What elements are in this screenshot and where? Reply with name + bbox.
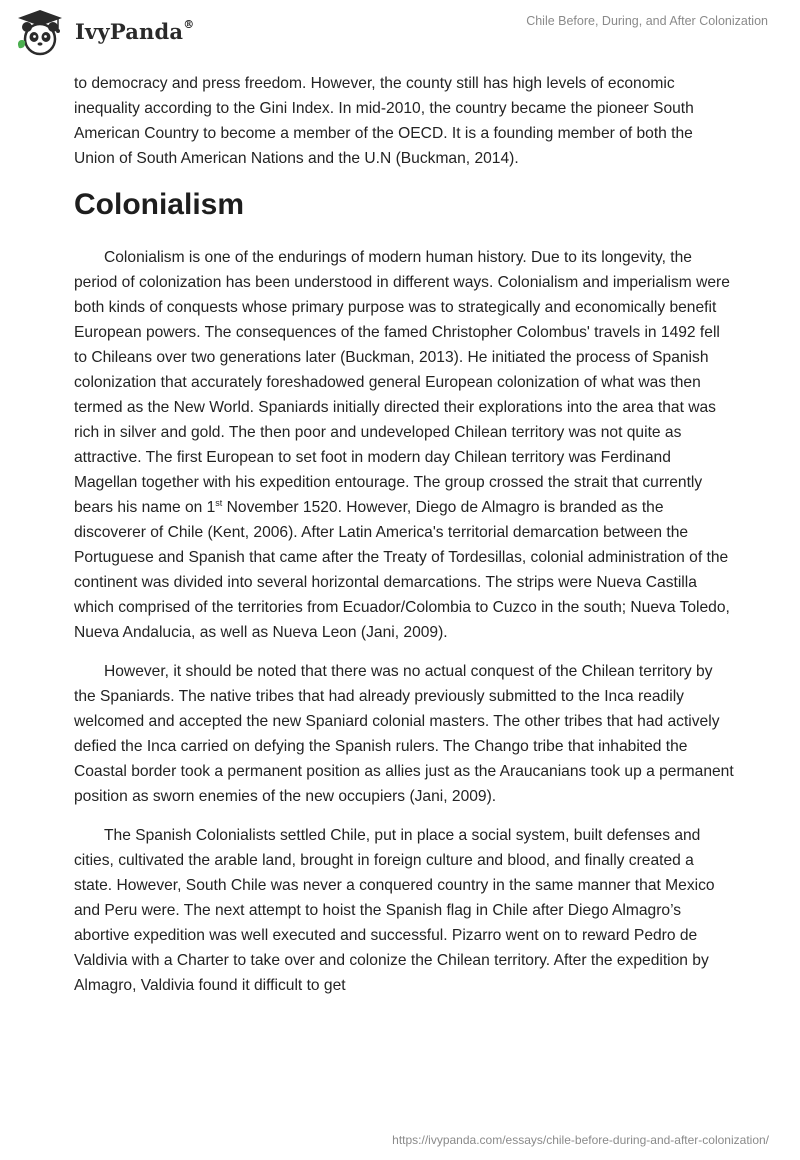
paragraph-colonialism-3: The Spanish Colonialists settled Chile, put in place a social system, built defenses and cities, cultivated the arable land, brought in foreign culture and blood, and finally created a state. However, South Chile was never a conquered country in the same manner that Mexico and Peru were. The next attempt to hoist the Spanish flag in Chile after Diego Almagro’s abortive expedition was well executed and successful. Pizarro went on to reward Pedro de Valdivia with a Charter to take over and colonize the Chilean territory. After the expedition by Almagro, Valdivia found it difficult to get: [74, 827, 715, 994]
paragraph-colonialism-2: However, it should be noted that there was no actual conquest of the Chilean territory by the Spaniards. The native tribes that had already previously submitted to the Inca readily welcomed and accepted the new Spaniard colonial masters. The other tribes that had actively defied the Inca carried on defying the Spanish rulers. The Chango tribe that inhabited the Coastal border took a permanent position as allies just as the Araucanians took up a permanent position as sworn enemies of the new occupiers (Jani, 2009).: [74, 663, 734, 805]
paragraph-colonialism-1: [74, 245, 734, 645]
footer-url[interactable]: https://ivypanda.com/essays/chile-before-during-and-after-colonization/: [392, 1133, 769, 1147]
registered-mark: ®: [183, 18, 195, 31]
document-title: Chile Before, During, and After Colonization: [526, 14, 768, 28]
intro-paragraph: to democracy and press freedom. However, the county still has high levels of economic inequality according to the Gini Index. In mid-2010, the country became the pioneer South American Country to become a member of the OECD. It is a founding member of both the Union of South American Nations and the U.N (Buckman, 2014).: [74, 75, 694, 167]
section-heading: Colonialism: [74, 188, 245, 221]
brand-text: IvyPanda: [75, 19, 184, 44]
essay-body: [74, 71, 734, 1012]
paragraph-text: November 1520. However, Diego de Almagro is branded as the discoverer of Chile (Kent, 2006). After Latin America's territorial demarcation between the Portuguese and Spanish that came after the Treaty of Tordesillas, colonial administration of the continent was divided into several horizontal demarcations. The strips were Nueva Castilla which comprised of the territories from Ecuador/Colombia to Cuzco in the south; Nueva Toledo, Nueva Andalucia, as well as Nueva Leon (Jani, 2009).: [74, 499, 730, 641]
brand-name[interactable]: [75, 19, 194, 44]
paragraph-text: Colonialism is one of the endurings of modern human history. Due to its longevity, the period of colonization has been understood in different ways. Colonialism and imperialism were both kinds of conquests whose primary purpose was to strategically and economically benefit European powers. The consequences of the famed Christopher Colombus' travels in 1492 fell to Chileans over two generations later (Buckman, 2013). He initiated the process of Spanish colonization that accurately foreshadowed general European colonization of what was then termed as the New World. Spaniards initially directed their explorations into the area that was rich in silver and gold. The then poor and undeveloped Chilean territory was not quite as attractive. The first European to set foot in modern day Chilean territory was Ferdinand Magellan together with his expedition entourage. The group crossed the strait that currently bears his name on 1: [74, 249, 730, 516]
ivypanda-logo-icon[interactable]: [14, 8, 66, 58]
page-header: [0, 0, 800, 64]
ordinal-suffix: st: [215, 497, 223, 508]
